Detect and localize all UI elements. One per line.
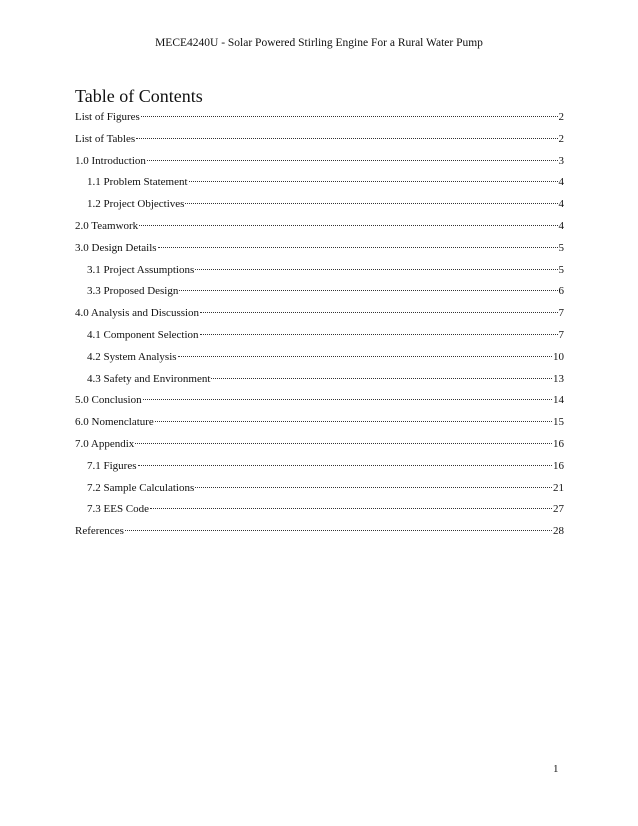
toc-entry-page-number: 14: [553, 394, 564, 407]
toc-dot-leader: [189, 181, 558, 182]
toc-entry-page-number: 5: [558, 263, 564, 276]
toc-entry[interactable]: [75, 241, 564, 263]
toc-dot-leader: [179, 290, 557, 291]
toc-entry[interactable]: [75, 328, 564, 350]
toc-dot-leader: [147, 160, 558, 161]
page-number: 1: [553, 763, 559, 775]
toc-entry-label: 7.1 Figures: [87, 459, 137, 472]
toc-entry-page-number: 6: [558, 285, 564, 298]
toc-dot-leader: [200, 312, 557, 313]
toc-entry[interactable]: [75, 502, 564, 524]
toc-entry-label: 7.3 EES Code: [87, 503, 150, 516]
toc-entry-label: List of Tables: [75, 132, 136, 145]
toc-entry-label: References: [75, 525, 124, 538]
toc-dot-leader: [139, 225, 557, 226]
toc-entry-page-number: 21: [553, 481, 564, 494]
toc-entry-label: 3.3 Proposed Design: [87, 285, 179, 298]
toc-dot-leader: [125, 530, 552, 531]
toc-entry-label: 4.0 Analysis and Discussion: [75, 307, 200, 320]
toc-entry[interactable]: [75, 219, 564, 241]
toc-entry[interactable]: [75, 110, 564, 132]
toc-dot-leader: [195, 269, 557, 270]
toc-entry[interactable]: [75, 393, 564, 415]
toc-entry-label: 5.0 Conclusion: [75, 394, 142, 407]
toc-entry-label: 4.3 Safety and Environment: [87, 372, 211, 385]
toc-dot-leader: [155, 421, 552, 422]
toc-dot-leader: [178, 356, 552, 357]
toc-entry[interactable]: [75, 415, 564, 437]
toc-dot-leader: [143, 399, 552, 400]
toc-entry[interactable]: [75, 459, 564, 481]
toc-entry-page-number: 16: [553, 459, 564, 472]
toc-entry-page-number: 27: [553, 503, 564, 516]
toc-dot-leader: [195, 487, 552, 488]
toc-entry-label: 2.0 Teamwork: [75, 219, 139, 232]
toc-entry-page-number: 4: [558, 198, 564, 211]
toc-dot-leader: [185, 203, 557, 204]
toc-entry-label: 6.0 Nomenclature: [75, 416, 154, 429]
toc-entry-page-number: 7: [558, 328, 564, 341]
page-header: MECE4240U - Solar Powered Stirling Engine For a Rural Water Pump: [155, 37, 483, 49]
toc-entry-page-number: 7: [558, 307, 564, 320]
toc-entry[interactable]: [75, 197, 564, 219]
toc-entry[interactable]: [75, 524, 564, 546]
toc-dot-leader: [158, 247, 558, 248]
toc-entry-label: 1.2 Project Objectives: [87, 198, 185, 211]
toc-entry-label: 7.2 Sample Calculations: [87, 481, 195, 494]
toc-entry-page-number: 2: [558, 111, 564, 123]
toc-entry-page-number: 2: [558, 132, 564, 145]
toc-entry-page-number: 3: [558, 154, 564, 167]
toc-dot-leader: [136, 138, 557, 139]
toc-entry-page-number: 15: [553, 416, 564, 429]
toc-entry[interactable]: [75, 175, 564, 197]
toc-dot-leader: [135, 443, 552, 444]
toc-entry[interactable]: [75, 132, 564, 154]
toc-entry-page-number: 5: [558, 241, 564, 254]
toc-entry-page-number: 4: [558, 176, 564, 189]
toc-entry-label: 3.1 Project Assumptions: [87, 263, 195, 276]
toc-entry-label: 4.2 System Analysis: [87, 350, 177, 363]
toc-entry-label: 3.0 Design Details: [75, 241, 157, 254]
toc-entry[interactable]: [75, 263, 564, 285]
toc-entry[interactable]: [75, 284, 564, 306]
toc-entry[interactable]: [75, 372, 564, 394]
toc-list: [75, 110, 564, 546]
toc-entry-label: 1.0 Introduction: [75, 154, 146, 167]
toc-entry[interactable]: [75, 481, 564, 503]
toc-entry-page-number: 4: [558, 219, 564, 232]
toc-dot-leader: [141, 116, 558, 117]
toc-entry-label: 1.1 Problem Statement: [87, 176, 188, 189]
toc-entry-label: 4.1 Component Selection: [87, 328, 199, 341]
toc-entry-page-number: 10: [553, 350, 564, 363]
toc-entry-page-number: 28: [553, 525, 564, 538]
toc-entry[interactable]: [75, 350, 564, 372]
toc-dot-leader: [138, 465, 553, 466]
toc-dot-leader: [211, 378, 552, 379]
toc-entry[interactable]: [75, 154, 564, 176]
toc-entry[interactable]: [75, 437, 564, 459]
toc-dot-leader: [150, 508, 552, 509]
toc-entry-page-number: 16: [553, 437, 564, 450]
toc-entry-label: List of Figures: [75, 111, 140, 123]
toc-dot-leader: [200, 334, 558, 335]
toc-title: Table of Contents: [75, 86, 203, 106]
toc-entry-label: 7.0 Appendix: [75, 437, 135, 450]
toc-entry-page-number: 13: [553, 372, 564, 385]
toc-entry[interactable]: [75, 306, 564, 328]
